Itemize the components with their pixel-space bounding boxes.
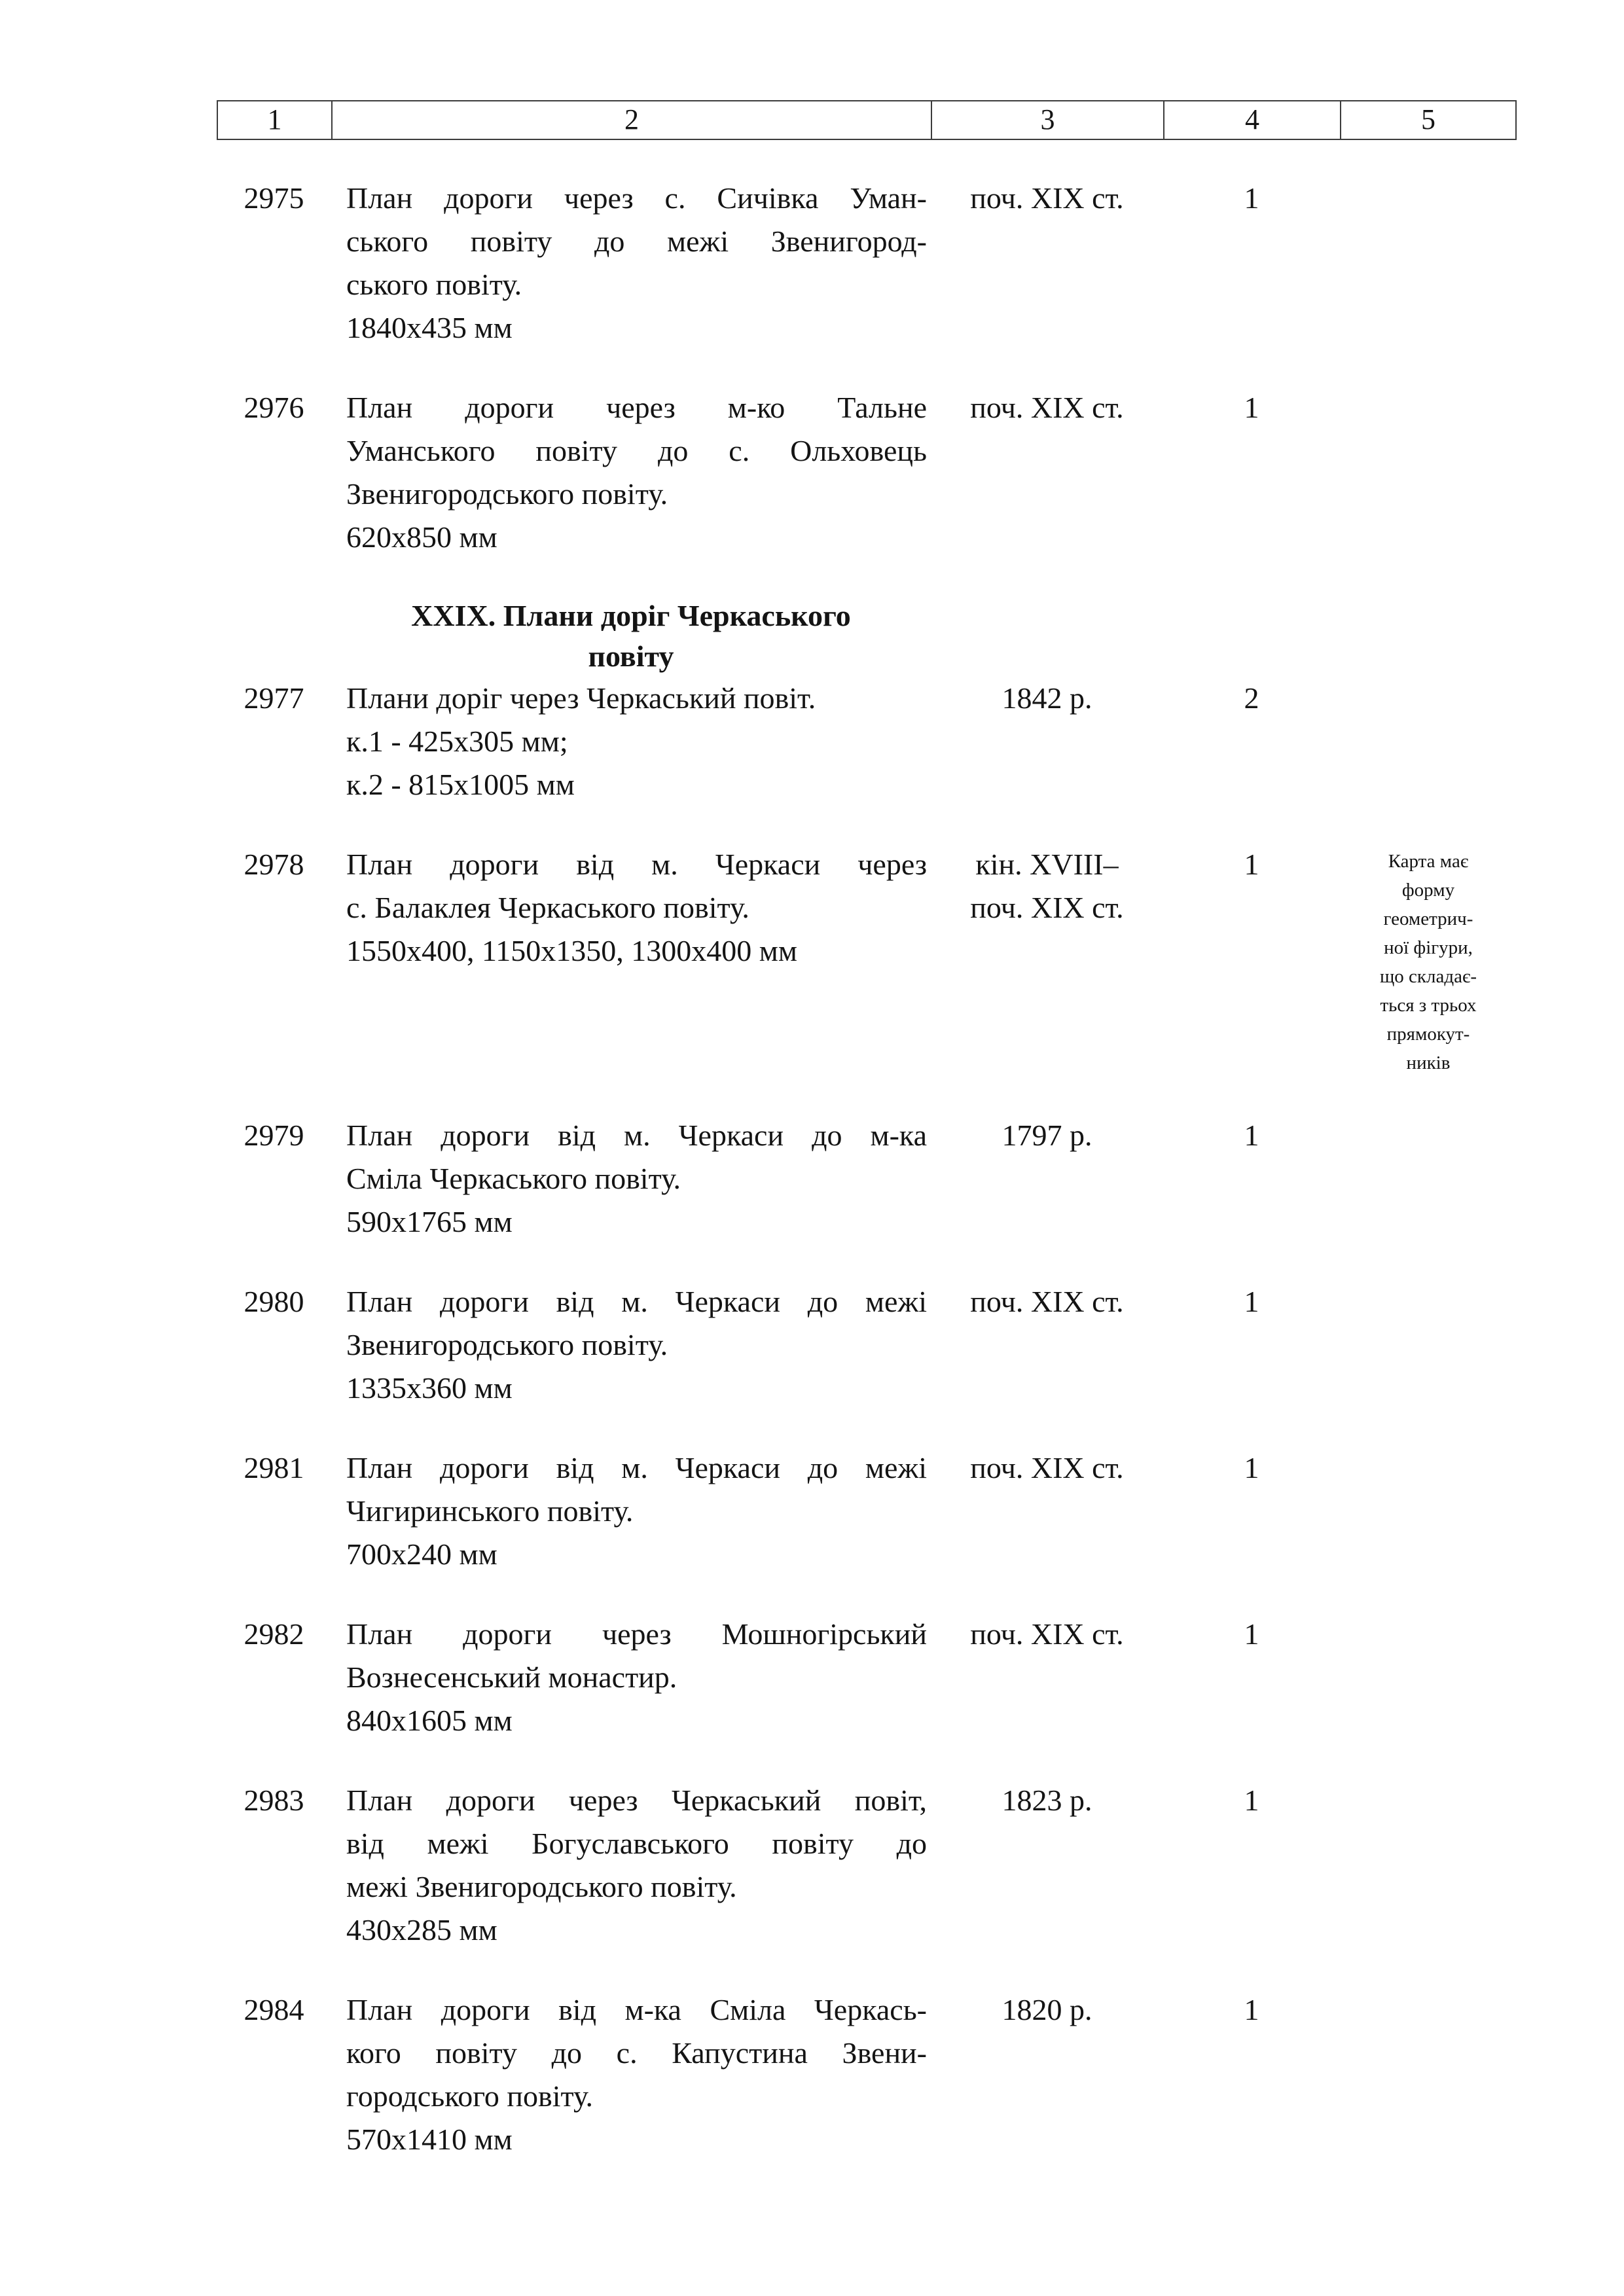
note-line: ної фігури, [1384,937,1473,958]
entry-count: 1 [1244,1285,1259,1318]
date-line: 1797 р. [1001,1119,1092,1152]
description-line: 1550х400, 1150х1350, 1300х400 мм [346,934,798,967]
entry-note [1340,1280,1517,1410]
description-line: к.2 - 815х1005 мм [346,768,575,801]
entry-description [331,386,931,559]
entry-date [931,177,1163,350]
date-line: 1823 р. [1001,1784,1092,1817]
entry-count: 1 [1244,1784,1259,1817]
entry-note [1340,1988,1517,2161]
column-header-5: 5 [1421,103,1435,135]
entry-description [331,1280,931,1410]
date-line: поч. XIX ст. [970,391,1124,424]
note-line: прямокут- [1386,1024,1470,1045]
date-line: поч. XIX ст. [970,1451,1124,1484]
column-header-2: 2 [333,101,932,139]
table-row [217,1613,1517,1742]
entry-description [331,1779,931,1952]
entry-number: 2979 [244,1119,304,1152]
description-line: с. Балаклея Черкаського повіту. [346,891,749,924]
column-header-4: 4 [1164,101,1341,139]
entry-number: 2983 [244,1784,304,1817]
entry-note [1340,843,1517,1077]
entry-date [931,1446,1163,1576]
entry-count: 2 [1244,681,1259,715]
entry-date [931,843,1163,1077]
note-line: геометрич- [1383,908,1473,929]
entry-note [1340,1779,1517,1952]
description-line: 1840х435 мм [346,311,513,344]
note-line: ться з трьох [1380,995,1477,1016]
table-row [217,1114,1517,1244]
description-line: ського повіту до межі Звенигород- [346,224,927,258]
description-line: 590х1765 мм [346,1205,513,1238]
description-line: План дороги через с. Сичівка Уман- [346,181,927,215]
description-line: від межі Богуславського повіту до [346,1827,927,1860]
table-body [217,140,1517,2161]
table-row [217,1446,1517,1576]
entry-description [331,1613,931,1742]
description-line: Уманського повіту до с. Ольховець [346,434,927,467]
entry-date [931,677,1163,806]
description-line: План дороги від м. Черкаси до межі [346,1451,927,1484]
entry-date [931,1280,1163,1410]
entry-description [331,1446,931,1576]
description-line: ського повіту. [346,268,522,301]
description-line: План дороги від м. Черкаси через [346,848,927,881]
table-row [217,386,1517,559]
entry-count: 1 [1244,1993,1259,2026]
entry-date [931,1779,1163,1952]
description-line: Вознесенський монастир. [346,1660,677,1694]
description-line: 570х1410 мм [346,2123,513,2156]
entry-number: 2980 [244,1285,304,1318]
description-line: Звенигородського повіту. [346,1328,668,1361]
entry-description [331,677,931,806]
description-line: 700х240 мм [346,1537,497,1571]
section-heading [331,596,931,677]
description-line: План дороги через Мошногірський [346,1617,927,1651]
entry-date [931,1988,1163,2161]
date-line: 1820 р. [1001,1993,1092,2026]
note-line: Карта має [1388,851,1469,872]
table-row [217,843,1517,1077]
date-line: поч. XIX ст. [970,1285,1124,1318]
entry-number: 2984 [244,1993,304,2026]
column-header-1: 1 [218,101,333,139]
table-column-header-row [217,100,1517,140]
table-row [217,677,1517,806]
entry-number: 2975 [244,181,304,215]
description-line: План дороги через Черкаський повіт, [346,1784,927,1817]
entry-count: 1 [1244,391,1259,424]
section-heading-line: повіту [588,639,674,673]
entry-count: 1 [1244,1119,1259,1152]
entry-date [931,1613,1163,1742]
entry-description [331,1988,931,2161]
table-row [217,177,1517,350]
note-line: ників [1406,1052,1451,1073]
section-heading-line: XXIX. Плани доріг Черкаського [411,599,851,632]
entry-number: 2978 [244,848,304,881]
entry-count: 1 [1244,1451,1259,1484]
description-line: Чигиринського повіту. [346,1494,634,1528]
description-line: Плани доріг через Черкаський повіт. [346,681,816,715]
entry-number: 2977 [244,681,304,715]
description-line: к.1 - 425х305 мм; [346,725,568,758]
entry-note [1340,1613,1517,1742]
description-line: 430х285 мм [346,1913,497,1946]
description-line: 620х850 мм [346,520,497,554]
entry-note [1340,386,1517,559]
catalog-table [217,100,1517,2198]
table-row [217,1280,1517,1410]
entry-number: 2982 [244,1617,304,1651]
entry-count: 1 [1244,181,1259,215]
description-line: План дороги від м. Черкаси до межі [346,1285,927,1318]
description-line: 840х1605 мм [346,1704,513,1737]
note-line: що складає- [1379,966,1477,987]
entry-description [331,1114,931,1244]
description-line: 1335х360 мм [346,1371,513,1405]
description-line: Сміла Черкаського повіту. [346,1162,681,1195]
entry-note [1340,677,1517,806]
description-line: кого повіту до с. Капустина Звени- [346,2036,927,2070]
date-line: 1842 р. [1001,681,1092,715]
column-header-3: 3 [932,101,1164,139]
entry-description [331,843,931,1077]
table-row [217,1988,1517,2161]
entry-description [331,177,931,350]
date-line: поч. XIX ст. [970,1617,1124,1651]
description-line: План дороги від м-ка Сміла Черкась- [346,1993,927,2026]
entry-note [1340,177,1517,350]
entry-count: 1 [1244,848,1259,881]
entry-count: 1 [1244,1617,1259,1651]
description-line: План дороги від м. Черкаси до м-ка [346,1119,927,1152]
entry-date [931,1114,1163,1244]
date-line: поч. XIX ст. [970,181,1124,215]
description-line: План дороги через м-ко Тальне [346,391,927,424]
entry-note [1340,1446,1517,1576]
entry-number: 2976 [244,391,304,424]
date-line: кін. XVIII– [975,848,1119,881]
entry-date [931,386,1163,559]
entry-note [1340,1114,1517,1244]
description-line: городського повіту. [346,2079,593,2113]
entry-number: 2981 [244,1451,304,1484]
description-line: межі Звенигородського повіту. [346,1870,737,1903]
description-line: Звенигородського повіту. [346,477,668,511]
date-line: поч. XIX ст. [970,891,1124,924]
note-line: форму [1401,880,1455,901]
table-row [217,1779,1517,1952]
